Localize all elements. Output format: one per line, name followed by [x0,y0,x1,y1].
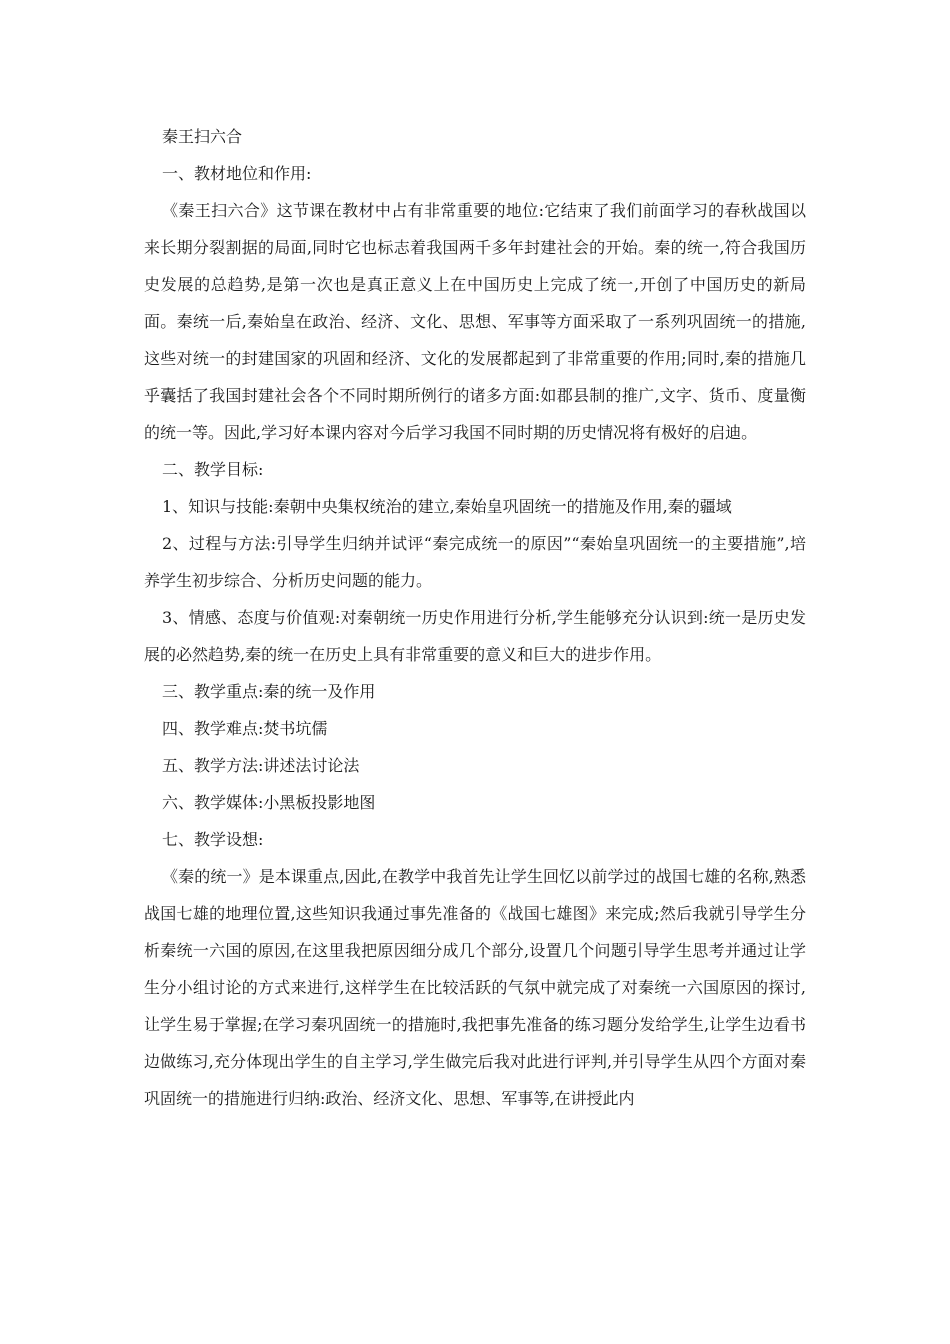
section-4: 四、教学难点:焚书坑儒 [162,719,328,738]
section-5: 五、教学方法:讲述法讨论法 [162,756,360,775]
section-2-item-2: 2、过程与方法:引导学生归纳并试评“秦完成统一的原因”“秦始皇巩固统一的主要措施”,培养学生初步综合、分析历史问题的能力。 [144,534,806,590]
section-6: 六、教学媒体:小黑板投影地图 [162,793,376,812]
section-7-body: 《秦的统一》是本课重点,因此,在教学中我首先让学生回忆以前学过的战国七雄的名称,熟悉战国七雄的地理位置,这些知识我通过事先准备的《战国七雄图》来完成;然后我就引导学生分析秦统一六国的原因,在这里我把原因细分成几个部分,设置几个问题引导学生思考并通过让学生分小组讨论的方式来进行,这样学生在比较活跃的气氛中就完成了对秦统一六国原因的探讨,让学生易于掌握;在学习秦巩固统一的措施时,我把事先准备的练习题分发给学生,让学生边看书边做练习,充分体现出学生的自主学习,学生做完后我对此进行评判,并引导学生从四个方面对秦巩固统一的措施进行归纳:政治、经济文化、思想、军事等,在讲授此内 [144,867,806,1108]
document-title: 秦王扫六合 [162,127,243,146]
section-1-heading: 一、教材地位和作用: [162,164,312,183]
section-2-item-3: 3、情感、态度与价值观:对秦朝统一历史作用进行分析,学生能够充分认识到:统一是历史发展的必然趋势,秦的统一在历史上具有非常重要的意义和巨大的进步作用。 [144,608,806,664]
section-1-body: 《秦王扫六合》这节课在教材中占有非常重要的地位:它结束了我们前面学习的春秋战国以来长期分裂割据的局面,同时它也标志着我国两千多年封建社会的开始。秦的统一,符合我国历史发展的总趋势,是第一次也是真正意义上在中国历史上完成了统一,开创了中国历史的新局面。秦统一后,秦始皇在政治、经济、文化、思想、军事等方面采取了一系列巩固统一的措施,这些对统一的封建国家的巩固和经济、文化的发展都起到了非常重要的作用;同时,秦的措施几乎囊括了我国封建社会各个不同时期所例行的诸多方面:如郡县制的推广,文字、货币、度量衡的统一等。因此,学习好本课内容对今后学习我国不同时期的历史情况将有极好的启迪。 [144,201,806,442]
section-7-heading: 七、教学设想: [162,830,264,849]
section-2-item-1: 1、知识与技能:秦朝中央集权统治的建立,秦始皇巩固统一的措施及作用,秦的疆域 [162,497,732,516]
section-3: 三、教学重点:秦的统一及作用 [162,682,376,701]
section-2-heading: 二、教学目标: [162,460,264,479]
document-page [144,118,806,1117]
